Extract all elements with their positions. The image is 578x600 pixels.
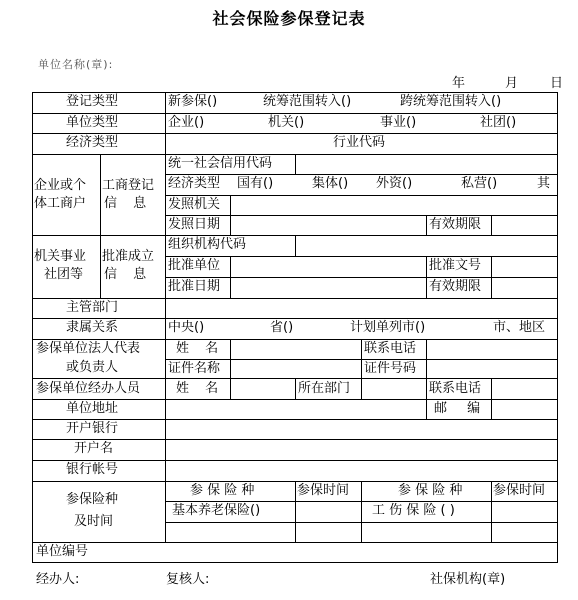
injury-insurance-option[interactable]: 工 伤 保 险 ( ) bbox=[372, 503, 455, 518]
affil-province-option[interactable]: 省() bbox=[270, 320, 294, 335]
reg-cross-transfer-option[interactable]: 跨统筹范围转入() bbox=[400, 94, 502, 109]
econ-type-label: 经济类型 bbox=[66, 135, 119, 150]
ins-time-header-2: 参保时间 bbox=[493, 483, 546, 498]
handler-phone-label: 联系电话 bbox=[429, 381, 482, 396]
approval-label-2: 信 息 bbox=[104, 267, 153, 282]
bank-label: 开户银行 bbox=[66, 421, 119, 436]
unit-enterprise-option[interactable]: 企业() bbox=[168, 115, 205, 130]
org-code-label: 组织机构代码 bbox=[168, 237, 247, 252]
unit-no-label: 单位编号 bbox=[36, 544, 89, 559]
econ-state-option[interactable]: 国有() bbox=[237, 176, 274, 191]
reg-type-label: 登记类型 bbox=[66, 94, 119, 109]
insurance-label-2: 及时间 bbox=[74, 514, 114, 529]
cert-name-label: 证件名称 bbox=[168, 361, 221, 376]
handler-dept-label: 所在部门 bbox=[298, 381, 351, 396]
org-label-2: 社团等 bbox=[44, 267, 84, 282]
form-title: 社会保险参保登记表 bbox=[212, 9, 366, 28]
unit-type-label: 单位类型 bbox=[66, 115, 119, 130]
business-reg-label-1: 工商登记 bbox=[102, 178, 155, 193]
legal-rep-label-2: 或负责人 bbox=[66, 360, 119, 375]
date-month: 月 bbox=[505, 76, 519, 91]
pension-insurance-option[interactable]: 基本养老保险() bbox=[172, 503, 261, 518]
footer-agency: 社保机构(章) bbox=[430, 572, 506, 587]
econ-foreign-option[interactable]: 外资() bbox=[376, 176, 413, 191]
approve-unit-label: 批准单位 bbox=[168, 258, 221, 273]
legal-rep-label-1: 参保单位法人代表 bbox=[36, 341, 141, 356]
cert-no-label: 证件号码 bbox=[364, 361, 417, 376]
affil-planned-city-option[interactable]: 计划单列市() bbox=[350, 320, 426, 335]
handler-name-label: 姓 名 bbox=[176, 381, 225, 396]
enterprise-label-1: 企业或个 bbox=[34, 178, 87, 193]
approve-doc-label: 批准文号 bbox=[429, 258, 482, 273]
econ-other-option[interactable]: 其 bbox=[537, 176, 551, 191]
account-name-label: 开户名 bbox=[74, 441, 114, 456]
unit-name-label: 单位名称(章): bbox=[38, 58, 114, 71]
org-valid-period-label: 有效期限 bbox=[429, 279, 482, 294]
econ-collective-option[interactable]: 集体() bbox=[312, 176, 349, 191]
license-org-label: 发照机关 bbox=[168, 197, 221, 212]
date-day: 日 bbox=[550, 76, 564, 91]
affil-central-option[interactable]: 中央() bbox=[168, 320, 205, 335]
approve-date-label: 批准日期 bbox=[168, 279, 221, 294]
license-date-label: 发照日期 bbox=[168, 217, 221, 232]
legal-rep-phone-label: 联系电话 bbox=[364, 341, 417, 356]
org-label-1: 机关事业 bbox=[34, 249, 87, 264]
ins-type-header-1: 参 保 险 种 bbox=[190, 483, 255, 498]
footer-handler: 经办人: bbox=[36, 572, 80, 587]
address-label: 单位地址 bbox=[66, 401, 119, 416]
enterprise-label-2: 体工商户 bbox=[34, 196, 87, 211]
account-no-label: 银行帐号 bbox=[66, 462, 119, 477]
credit-code-label: 统一社会信用代码 bbox=[168, 156, 273, 171]
insurance-label-1: 参保险种 bbox=[66, 492, 119, 507]
ent-econ-type-label: 经济类型 bbox=[168, 176, 221, 191]
affil-city-option[interactable]: 市、地区 bbox=[493, 320, 546, 335]
reg-transfer-option[interactable]: 统筹范围转入() bbox=[263, 94, 352, 109]
unit-association-option[interactable]: 社团() bbox=[480, 115, 517, 130]
reg-new-option[interactable]: 新参保() bbox=[168, 94, 218, 109]
affiliation-label: 隶属关系 bbox=[66, 320, 119, 335]
legal-rep-name-label: 姓 名 bbox=[176, 341, 225, 356]
postcode-label: 邮 编 bbox=[434, 401, 489, 416]
footer-reviewer: 复核人: bbox=[166, 572, 210, 587]
industry-code-label: 行业代码 bbox=[333, 135, 386, 150]
supervisor-label: 主管部门 bbox=[66, 300, 119, 315]
unit-institution-option[interactable]: 事业() bbox=[380, 115, 417, 130]
date-year: 年 bbox=[452, 76, 466, 91]
unit-government-option[interactable]: 机关() bbox=[268, 115, 305, 130]
handler-label: 参保单位经办人员 bbox=[36, 381, 141, 396]
ins-time-header-1: 参保时间 bbox=[297, 483, 350, 498]
ins-type-header-2: 参 保 险 种 bbox=[398, 483, 463, 498]
ent-valid-period-label: 有效期限 bbox=[429, 217, 482, 232]
econ-private-option[interactable]: 私营() bbox=[461, 176, 498, 191]
business-reg-label-2: 信 息 bbox=[104, 196, 153, 211]
approval-label-1: 批准成立 bbox=[102, 249, 155, 264]
